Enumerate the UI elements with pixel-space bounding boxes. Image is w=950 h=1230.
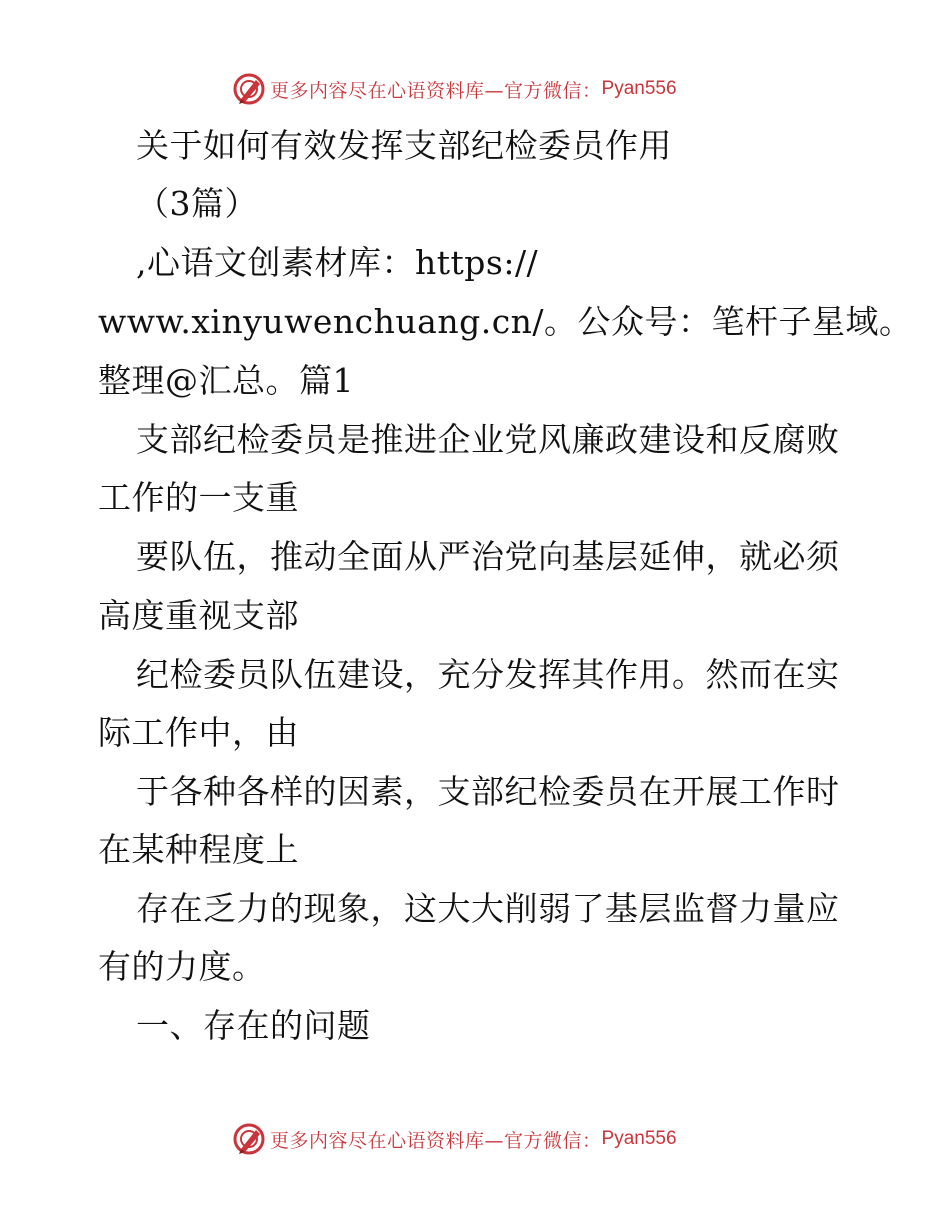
title-subtitle: （3篇） — [136, 184, 258, 223]
pen-logo-icon — [232, 1122, 266, 1156]
section-heading: 一、存在的问题 — [136, 1006, 371, 1045]
watermark-text: 更多内容尽在心语资料库—官方微信： — [270, 79, 602, 102]
text-line: 支部纪检委员是推进企业党风廉政建设和反腐败 — [136, 420, 840, 459]
watermark-text: 更多内容尽在心语资料库—官方微信： — [270, 1129, 602, 1152]
text-line: www.xinyuwenchuang.cn/。公众号：笔杆子星域。 — [98, 302, 913, 341]
text-line: 存在乏力的现象，这大大削弱了基层监督力量应 — [136, 889, 840, 928]
text-line: 际工作中，由 — [98, 713, 299, 752]
text-line: 于各种各样的因素，支部纪检委员在开展工作时 — [136, 772, 840, 811]
pen-logo-icon — [232, 72, 266, 106]
text-line: 要队伍，推动全面从严治党向基层延伸，就必须 — [136, 537, 840, 576]
text-line: 高度重视支部 — [98, 596, 299, 635]
text-line: 在某种程度上 — [98, 830, 299, 869]
header-watermark — [232, 71, 677, 107]
text-line: 有的力度。 — [98, 947, 266, 986]
footer-watermark — [232, 1121, 677, 1157]
text-line: 纪检委员队伍建设，充分发挥其作用。然而在实 — [136, 655, 840, 694]
text-line: ,心语文创素材库：https:// — [136, 243, 539, 282]
wechat-id: Pyan556 — [601, 78, 677, 99]
document-title: 关于如何有效发挥支部纪检委员作用 — [136, 126, 672, 165]
text-line: 工作的一支重 — [98, 478, 299, 517]
text-line: 整理@汇总。篇1 — [98, 361, 354, 400]
wechat-id: Pyan556 — [601, 1128, 677, 1149]
